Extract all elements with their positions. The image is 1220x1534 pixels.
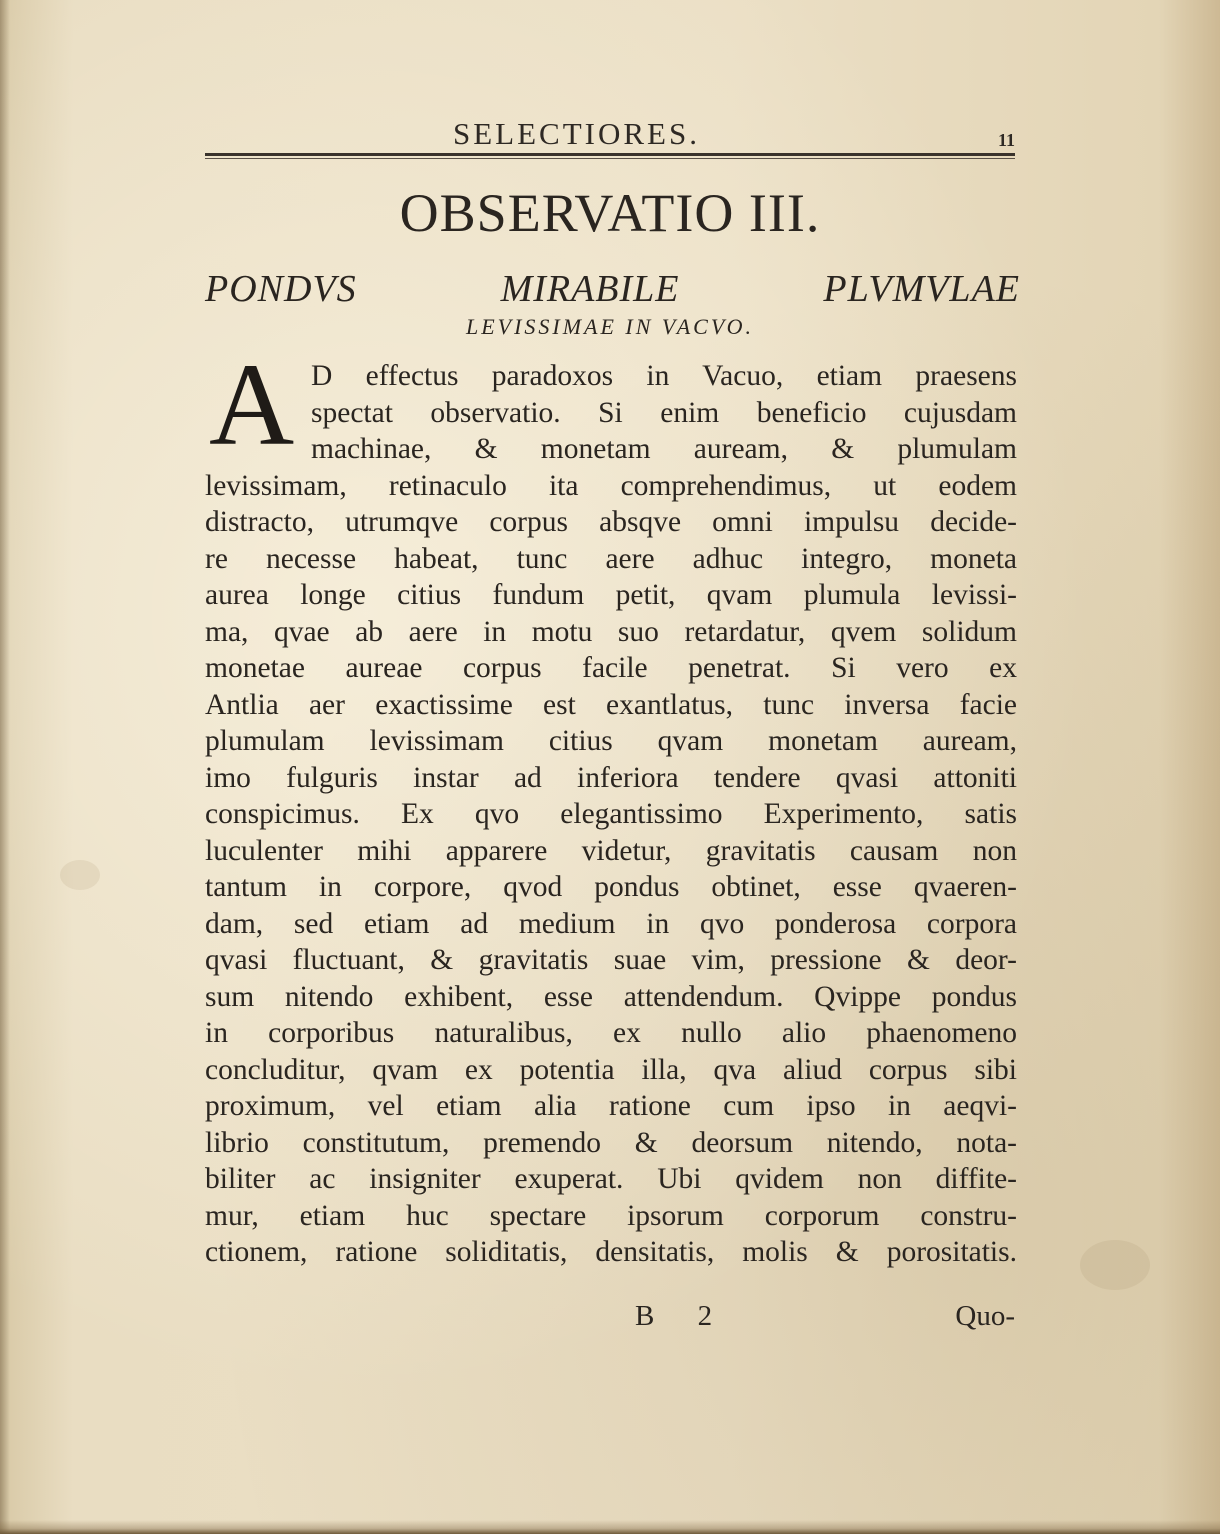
paper-stain (60, 860, 100, 890)
text-line: distracto, utrumqve corpus absqve omni impulsu decide- (205, 506, 1017, 538)
body-paragraph (205, 358, 1017, 1271)
running-head-title: SELECTIORES. (453, 116, 700, 151)
text-line: sum nitendo exhibent, esse attendendum. Qvippe pondus (205, 980, 1017, 1013)
observation-subtitle (205, 270, 1020, 308)
text-line: D effectus paradoxos in Vacuo, etiam praesens (311, 360, 1017, 392)
text-line: Antlia aer exactissime est exantlatus, tunc inversa facie (205, 688, 1017, 721)
text-line: in corporibus naturalibus, ex nullo alio phaenomeno (205, 1017, 1017, 1049)
text-line: conspicimus. Ex qvo elegantissimo Experimento, satis (205, 798, 1017, 830)
text-line: imo fulguris instar ad inferiora tendere qvasi attoniti (205, 761, 1017, 794)
signature-mark: B 2 (635, 1300, 731, 1332)
text-line: levissimam, retinaculo ita comprehendimus, ut eodem (205, 469, 1017, 502)
catchword: Quo- (955, 1300, 1015, 1332)
paper-stain (1080, 1240, 1150, 1290)
drop-cap: A (209, 339, 295, 470)
text-line: tantum in corpore, qvod pondus obtinet, esse qvaeren- (205, 871, 1017, 903)
subtitle-word: PLVMVLAE (823, 268, 1020, 310)
text-line: concluditur, qvam ex potentia illa, qva aliud corpus sibi (205, 1053, 1017, 1086)
text-line: mur, etiam huc spectare ipsorum corporum constru- (205, 1199, 1017, 1232)
text-line: machinae, & monetam auream, & plumulam (311, 433, 1017, 465)
page-bottom-edge (0, 1520, 1220, 1534)
header-rule-thin (205, 158, 1015, 159)
text-line: aurea longe citius fundum petit, qvam plumula levissi- (205, 579, 1017, 611)
text-line: librio constitutum, premendo & deorsum nitendo, nota- (205, 1126, 1017, 1159)
text-line: ctionem, ratione soliditatis, densitatis, molis & porositatis. (205, 1236, 1017, 1268)
text-line: dam, sed etiam ad medium in qvo ponderosa corpora (205, 907, 1017, 940)
text-line: luculenter mihi apparere videtur, gravitatis causam non (205, 834, 1017, 867)
page-left-edge-shadow (0, 0, 10, 1534)
observation-subtitle-line2: LEVISSIMAE IN VACVO. (465, 314, 755, 339)
page-number: 11 (997, 130, 1015, 150)
text-line: qvasi fluctuant, & gravitatis suae vim, pressione & deor- (205, 944, 1017, 976)
text-line: spectat observatio. Si enim beneficio cujusdam (311, 396, 1017, 429)
subtitle-word: PONDVS (205, 268, 357, 310)
text-line: plumulam levissimam citius qvam monetam auream, (205, 725, 1017, 757)
text-line: re necesse habeat, tunc aere adhuc integro, moneta (205, 542, 1017, 575)
header-rule (205, 153, 1015, 156)
text-line: ma, qvae ab aere in motu suo retardatur, qvem solidum (205, 615, 1017, 648)
subtitle-word: MIRABILE (500, 268, 680, 310)
observation-title: OBSERVATIO III. (399, 183, 821, 243)
running-head (205, 112, 1015, 152)
text-line: biliter ac insigniter exuperat. Ubi qvidem non diffite- (205, 1163, 1017, 1195)
text-line: proximum, vel etiam alia ratione cum ipso in aeqvi- (205, 1090, 1017, 1122)
text-line: monetae aureae corpus facile penetrat. Si vero ex (205, 652, 1017, 684)
